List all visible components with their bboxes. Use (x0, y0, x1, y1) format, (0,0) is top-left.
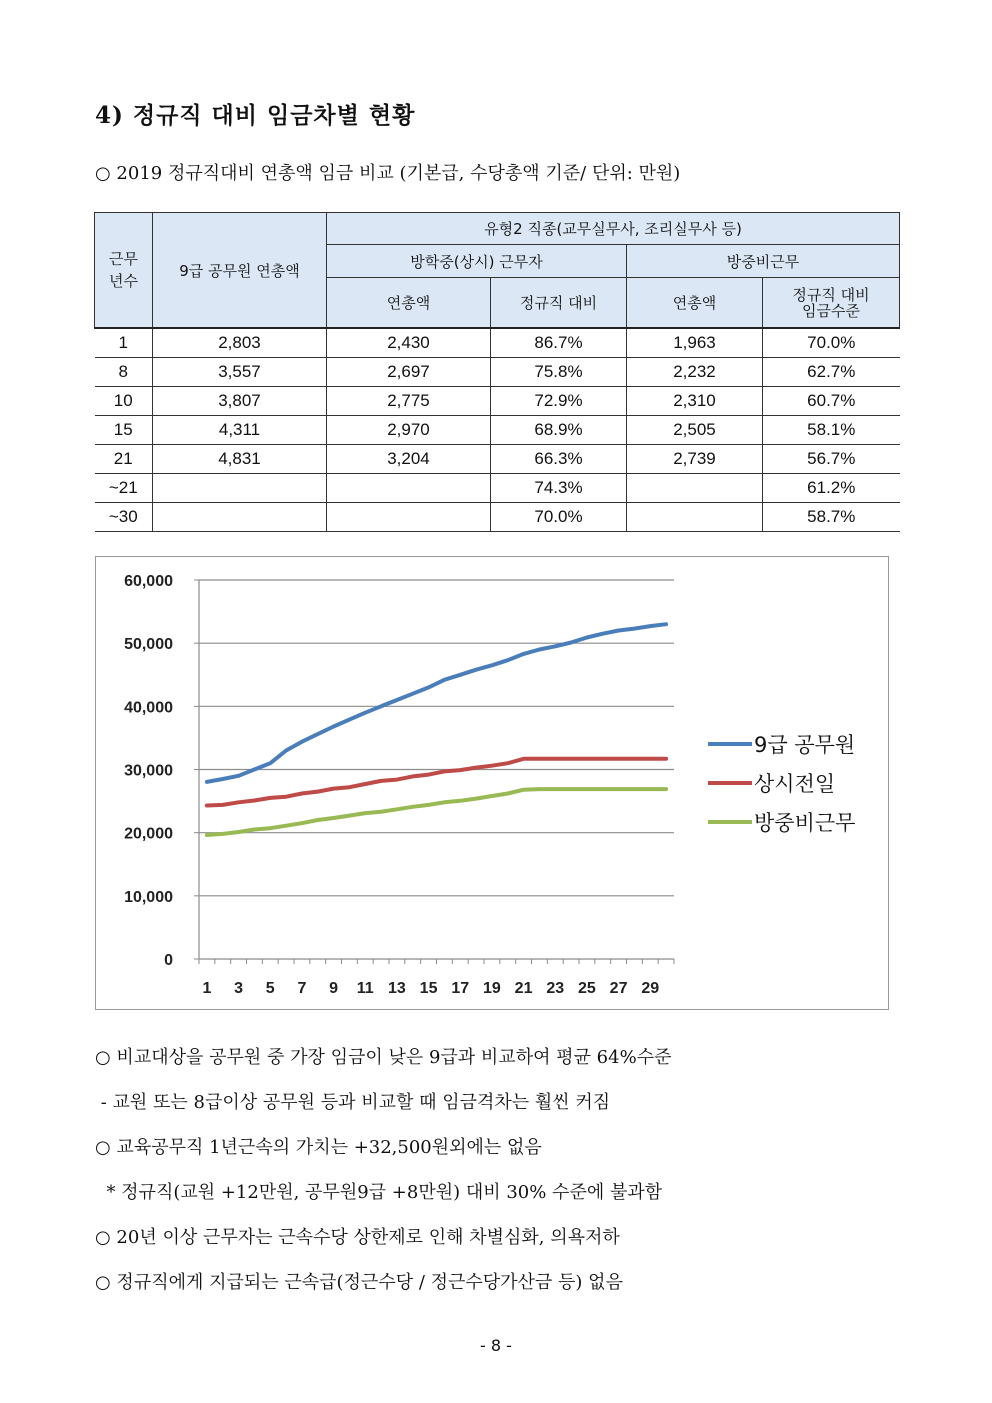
cell-civil: 2,803 (153, 328, 327, 358)
x-tick-label: 3 (234, 980, 244, 997)
legend-label: 방중비근무 (754, 811, 856, 835)
chart-svg (96, 557, 890, 1011)
x-tick-label: 27 (609, 980, 628, 997)
header-type2: 유형2 직종(교무실무사, 조리실무사 등) (327, 213, 900, 245)
cell-ft-ratio: 68.9% (491, 416, 627, 445)
header-years: 근무 년수 (95, 213, 153, 329)
cell-year: 10 (95, 387, 153, 416)
cell-civil (153, 503, 327, 532)
cell-civil: 3,807 (153, 387, 327, 416)
cell-ft-ratio: 86.7% (491, 328, 627, 358)
section-heading: 4) 정규직 대비 임금차별 현황 (95, 102, 416, 129)
y-tick-label: 0 (164, 952, 173, 969)
x-tick-label: 23 (546, 980, 565, 997)
cell-nw-ratio: 56.7% (763, 445, 900, 474)
cell-nw-total (627, 503, 763, 532)
cell-ft-total (327, 474, 491, 503)
cell-ft-ratio: 72.9% (491, 387, 627, 416)
cell-ft-total: 2,697 (327, 358, 491, 387)
table-row (95, 387, 900, 416)
cell-year: 1 (95, 328, 153, 358)
cell-ft-total: 2,430 (327, 328, 491, 358)
series-line-2 (207, 759, 666, 806)
cell-ft-total (327, 503, 491, 532)
y-tick-label: 40,000 (124, 699, 173, 717)
cell-nw-ratio: 61.2% (763, 474, 900, 503)
x-tick-label: 17 (451, 980, 470, 997)
cell-nw-ratio: 70.0% (763, 328, 900, 358)
cell-ft-ratio: 74.3% (491, 474, 627, 503)
y-tick-label: 60,000 (124, 573, 173, 590)
bullet-1: ○ 비교대상을 공무원 중 가장 임금이 낮은 9급과 비교하여 평균 64%수준 (95, 1047, 672, 1068)
x-tick-label: 9 (329, 980, 339, 997)
table-row (95, 328, 900, 358)
cell-ft-ratio: 70.0% (491, 503, 627, 532)
x-tick-label: 5 (265, 980, 275, 997)
header-annual-total: 연총액 (327, 278, 491, 329)
header-vs-regular: 정규직 대비 (491, 278, 627, 329)
cell-nw-total: 2,310 (627, 387, 763, 416)
cell-year: ~21 (95, 474, 153, 503)
cell-nw-total: 2,739 (627, 445, 763, 474)
cell-year: 15 (95, 416, 153, 445)
legend-label: 상시전일 (754, 772, 836, 796)
bullet-5: ○ 20년 이상 근무자는 근속수당 상한제로 인해 차별심화, 의욕저하 (95, 1227, 620, 1248)
x-tick-label: 21 (514, 980, 533, 997)
cell-civil: 4,311 (153, 416, 327, 445)
cell-nw-ratio: 62.7% (763, 358, 900, 387)
cell-ft-ratio: 66.3% (491, 445, 627, 474)
header-vs-regular-level: 정규직 대비 임금수준 (763, 278, 900, 329)
table-row (95, 416, 900, 445)
y-tick-label: 50,000 (124, 636, 173, 654)
x-tick-label: 15 (419, 980, 438, 997)
cell-year: 8 (95, 358, 153, 387)
y-tick-label: 20,000 (124, 825, 173, 843)
cell-ft-total: 3,204 (327, 445, 491, 474)
table-row (95, 503, 900, 532)
wage-line-chart (95, 556, 889, 1010)
x-tick-label: 19 (483, 980, 501, 997)
cell-year: ~30 (95, 503, 153, 532)
table-row (95, 474, 900, 503)
header-nonwork: 방중비근무 (627, 245, 900, 278)
header-annual-total-2: 연총액 (627, 278, 763, 329)
x-tick-label: 29 (641, 980, 660, 997)
x-tick-label: 11 (356, 980, 374, 997)
page-number: - 8 - (480, 1336, 512, 1355)
cell-ft-total: 2,775 (327, 387, 491, 416)
header-civil-servant: 9급 공무원 연총액 (153, 213, 327, 329)
cell-civil: 3,557 (153, 358, 327, 387)
y-tick-label: 30,000 (124, 762, 173, 780)
x-tick-label: 25 (578, 980, 596, 997)
x-tick-label: 7 (297, 980, 307, 997)
table-row (95, 358, 900, 387)
cell-nw-total: 2,232 (627, 358, 763, 387)
x-tick-label: 1 (202, 980, 212, 997)
bullet-4: * 정규직(교원 +12만원, 공무원9급 +8만원) 대비 30% 수준에 불과함 (95, 1182, 663, 1203)
header-fulltime: 방학중(상시) 근무자 (327, 245, 627, 278)
wage-comparison-table (94, 212, 900, 532)
table-row (95, 445, 900, 474)
cell-civil: 4,831 (153, 445, 327, 474)
cell-ft-total: 2,970 (327, 416, 491, 445)
cell-nw-ratio: 60.7% (763, 387, 900, 416)
bullet-2: - 교원 또는 8급이상 공무원 등과 비교할 때 임금격차는 훨씬 커짐 (95, 1092, 611, 1113)
cell-nw-ratio: 58.7% (763, 503, 900, 532)
cell-nw-ratio: 58.1% (763, 416, 900, 445)
cell-nw-total: 1,963 (627, 328, 763, 358)
cell-nw-total: 2,505 (627, 416, 763, 445)
cell-ft-ratio: 75.8% (491, 358, 627, 387)
cell-year: 21 (95, 445, 153, 474)
cell-nw-total (627, 474, 763, 503)
bullet-6: ○ 정규직에게 지급되는 근속급(정근수당 / 정근수당가산금 등) 없음 (95, 1272, 623, 1293)
bullet-3: ○ 교육공무직 1년근속의 가치는 +32,500원외에는 없음 (95, 1137, 542, 1158)
y-tick-label: 10,000 (124, 888, 173, 906)
x-tick-label: 13 (388, 980, 406, 997)
table-caption: ○ 2019 정규직대비 연총액 임금 비교 (기본급, 수당총액 기준/ 단위: 만원) (95, 163, 681, 184)
cell-civil (153, 474, 327, 503)
legend-label: 9급 공무원 (754, 733, 856, 757)
